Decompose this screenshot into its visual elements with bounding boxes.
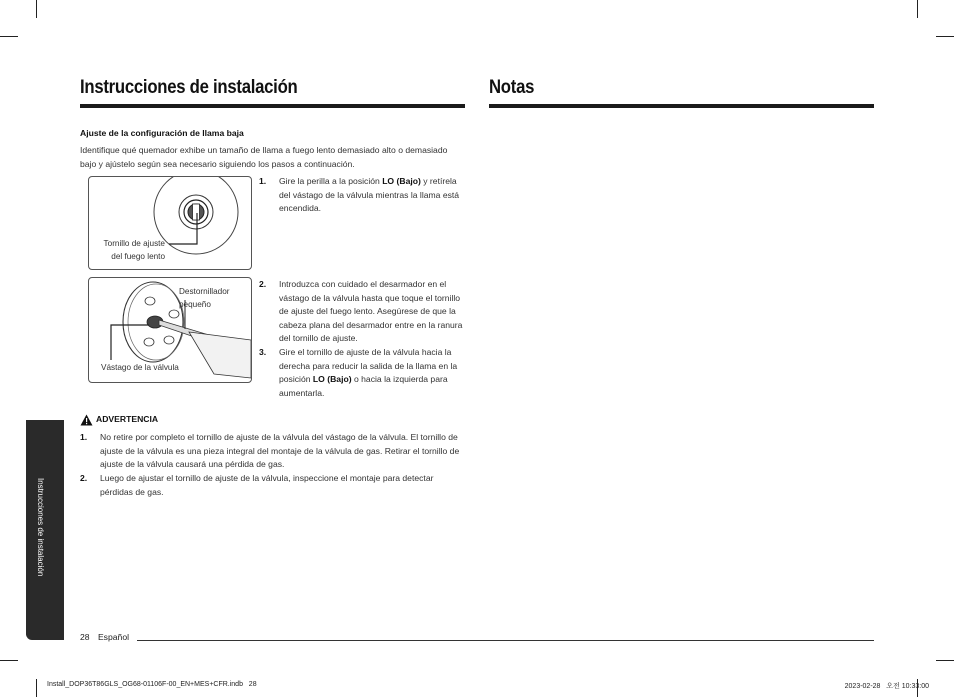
step-text: Introduzca con cuidado el desarmador en el vástago de la válvula hasta que toque el tornillo de ajuste del fuego lento. Asegúrese de que la cabeza plana del desarmador entre en la ranura del tornillo de ajuste. (279, 279, 463, 344)
step-number: 1. (259, 176, 267, 186)
warning-text: Luego de ajustar el tornillo de ajuste de la válvula, inspeccione el montaje para detectar pérdidas de gas. (100, 473, 434, 497)
title-rule (80, 104, 465, 108)
step-text-part: y retírela del vástago de la válvula mientras la llama está encendida. (279, 176, 460, 214)
warning-header (80, 413, 280, 427)
crop-mark (936, 36, 954, 37)
step-3 (259, 346, 469, 401)
crop-mark (36, 0, 37, 18)
label-low-flame-screw (88, 238, 165, 263)
step-bold-term: LO (Bajo) (312, 374, 352, 385)
step-bold-term: LO (Bajo) (382, 176, 421, 186)
crop-mark (0, 660, 18, 661)
notes-title: Notas (489, 77, 535, 98)
step-text (279, 175, 467, 216)
section-subtitle: Ajuste de la configuración de llama baja (80, 128, 244, 138)
print-file-name: Install_DOP36T86GLS_OG68-01106F-00_EN+MES+CFR.indb 28 (47, 681, 257, 688)
step-1 (259, 175, 469, 220)
side-tab-label: Instrucciones de instalación (36, 478, 45, 577)
side-tab (26, 420, 64, 640)
crop-mark (36, 679, 37, 697)
step-number: 3. (259, 347, 267, 357)
step-text-part: Gire la perilla a la posición (279, 176, 383, 186)
crop-mark (936, 660, 954, 661)
warning-text: No retire por completo el tornillo de ajuste de la válvula del vástago de la válvula. El tornillo de ajuste de la válvula es una pieza integral del montaje de la válvula de gas. Retirar el tornillo de ajuste de la válvula causará una pérdida de gas. (100, 432, 460, 470)
page-title: Instrucciones de instalación (80, 77, 298, 98)
crop-mark (0, 36, 18, 37)
warning-item-1 (80, 431, 470, 473)
label-line: pequeño (179, 299, 211, 309)
step-text (279, 346, 467, 400)
warning-item-2 (80, 472, 470, 502)
page-number-area (80, 632, 129, 642)
step-number: 2. (259, 279, 267, 289)
page-number: 28 (80, 632, 90, 642)
warning-title: ADVERTENCIA (96, 414, 159, 424)
crop-mark (917, 0, 918, 18)
label-valve-stem: Vástago de la válvula (101, 363, 179, 372)
step-2 (259, 278, 469, 344)
warning-triangle-icon (80, 414, 93, 426)
warning-number: 2. (80, 473, 88, 483)
label-line: del fuego lento (111, 251, 165, 261)
warning-number: 1. (80, 432, 88, 442)
figure-screwdriver (88, 277, 252, 383)
intro-text: Identifique qué quemador exhibe un tamaño de llama a fuego lento demasiado alto o demasiado bajo y ajústelo según sea necesario siguiendo los pasos a continuación. (80, 145, 448, 169)
label-line: Destornillador (179, 287, 230, 296)
step-text-part: o hacia la izquierda para aumentarla. (279, 374, 448, 398)
label-line: Tornillo de ajuste (103, 239, 165, 248)
print-datetime: 2023-02-28 오전 10:33:00 (844, 683, 929, 690)
step-text-part: Gire el tornillo de ajuste de la válvula hacia la derecha para reducir la salida de la llama en la posición (279, 347, 458, 385)
figure-knob-removed (88, 176, 252, 270)
footer-rule (137, 640, 874, 641)
page-language: Español (97, 632, 130, 642)
notes-rule (489, 104, 874, 108)
label-small-screwdriver (179, 286, 230, 311)
